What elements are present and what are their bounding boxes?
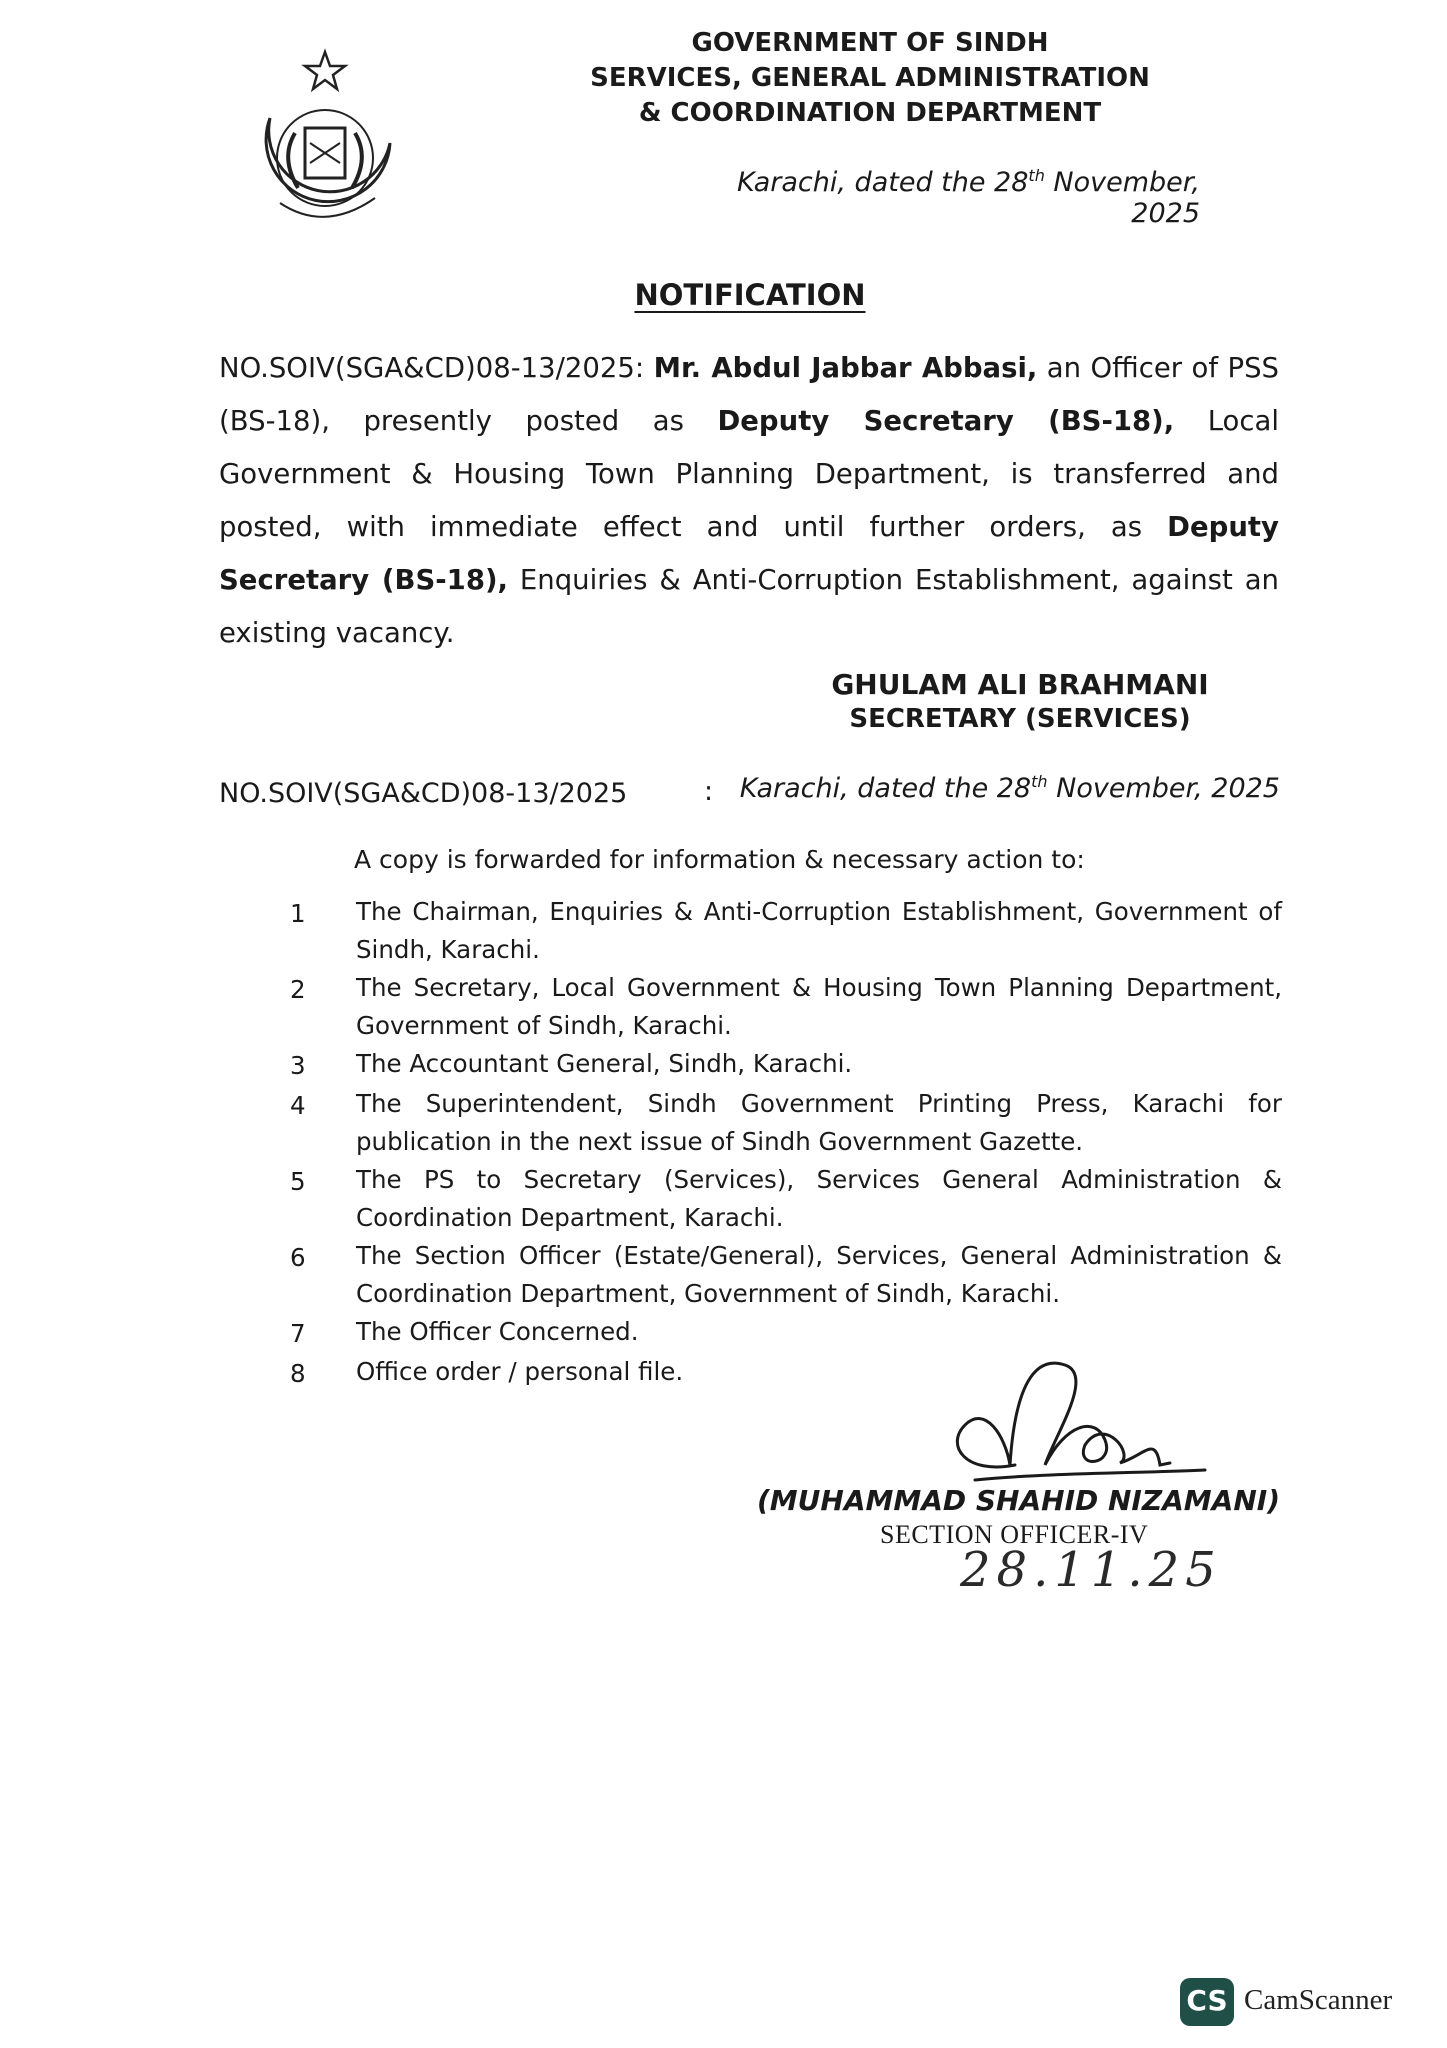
signatory-title: SECRETARY (SERVICES) — [849, 704, 1191, 734]
current-post: Deputy Secretary (BS-18), — [717, 405, 1175, 437]
government-emblem — [240, 48, 410, 238]
list-item: 7 The Officer Concerned. — [290, 1317, 639, 1348]
list-item: 4 The Superintendent, Sindh Government Printing Press, Karachi for publication in the next issue of Sindh Government Gazette. — [290, 1089, 1282, 1156]
new-post: Deputy Secretary (BS-18), — [219, 511, 1279, 596]
reference-number: NO.SOIV(SGA&CD)08-13/2025: — [219, 352, 645, 384]
header-line-3: & COORDINATION DEPARTMENT — [638, 98, 1102, 128]
endorsement-colon: : — [704, 776, 714, 807]
list-item: 6 The Section Officer (Estate/General), Services, General Administration & Coordination Department, Government of Sindh, Karachi. — [290, 1241, 1282, 1308]
notification-body: NO.SOIV(SGA&CD)08-13/2025: Mr. Abdul Jabbar Abbasi, an Officer of PSS (BS-18), presently posted as Deputy Secretary (BS-18), Local Government & Housing Town Planning Department, is transferred and posted, with immediate effect and until further orders, as Deputy Secretary (BS-18), Enquiries & Anti-Corruption Establishment, against an existing vacancy. — [219, 352, 1280, 649]
notification-title: NOTIFICATION — [634, 278, 866, 312]
officer-name: Mr. Abdul Jabbar Abbasi, — [653, 352, 1038, 384]
list-item: 1 The Chairman, Enquiries & Anti-Corruption Establishment, Government of Sindh, Karachi. — [290, 897, 1282, 964]
signatory-name: GHULAM ALI BRAHMANI — [831, 668, 1209, 701]
section-officer-title: SECTION OFFICER-IV — [880, 1520, 1149, 1549]
recipient-list — [290, 893, 1282, 1393]
notification-date: Karachi, dated the 28th November, 2025 — [737, 166, 1200, 229]
handwritten-date: 28.11.25 — [960, 1542, 1222, 1598]
list-item: 5 The PS to Secretary (Services), Services General Administration & Coordination Department, Karachi. — [290, 1165, 1282, 1232]
list-item: 3 The Accountant General, Sindh, Karachi. — [290, 1049, 853, 1080]
signature — [945, 1345, 1225, 1495]
list-item: 2 The Secretary, Local Government & Housing Town Planning Department, Government of Sindh, Karachi. — [290, 973, 1282, 1040]
endorsement-reference: NO.SOIV(SGA&CD)08-13/2025 — [219, 778, 628, 809]
section-officer-name: (MUHAMMAD SHAHID NIZAMANI) — [756, 1484, 1280, 1517]
camscanner-watermark: CamScanner — [1244, 1984, 1393, 2016]
camscanner-logo-icon: CS — [1180, 1978, 1234, 2026]
endorsement-date: Karachi, dated the 28th November, 2025 — [739, 772, 1280, 804]
forward-text: A copy is forwarded for information & necessary action to: — [354, 845, 1085, 874]
header-line-1: GOVERNMENT OF SINDH — [691, 28, 1049, 58]
header-line-2: SERVICES, GENERAL ADMINISTRATION — [590, 63, 1150, 93]
list-item: 8 Office order / personal file. — [290, 1357, 684, 1388]
